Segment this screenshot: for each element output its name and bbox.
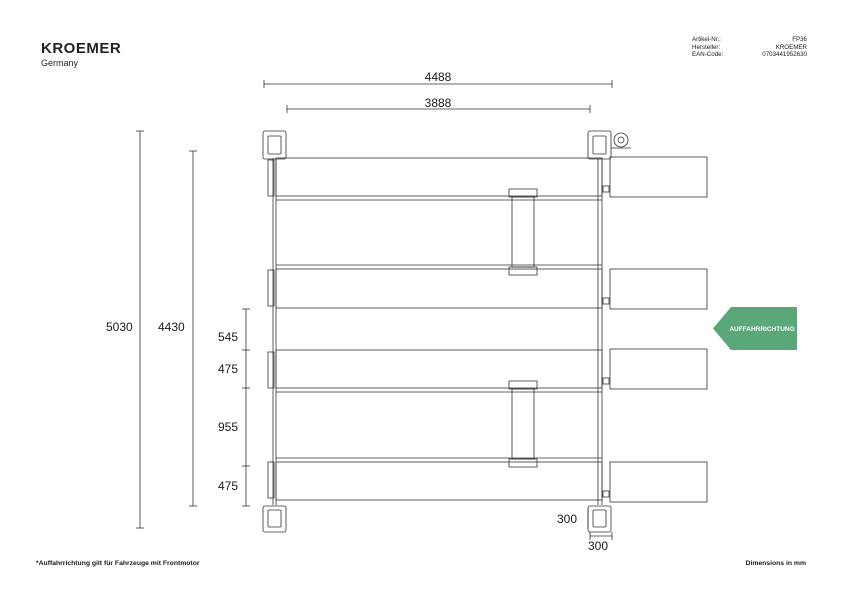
dim-total-length: 5030 bbox=[106, 320, 133, 334]
footnote: *Auffahrrichtung gilt für Fahrzeuge mit Frontmotor bbox=[36, 560, 200, 567]
brand-name: KROEMER bbox=[41, 40, 122, 57]
corner-post-top-right bbox=[588, 131, 631, 159]
dim-inner-length: 4430 bbox=[158, 320, 185, 334]
dim-line-segments bbox=[242, 309, 250, 506]
dim-gap-middle: 955 bbox=[218, 420, 239, 434]
dim-track-width-upper: 475 bbox=[218, 362, 239, 376]
meta-value: 0703441952630 bbox=[762, 51, 807, 59]
platform-3 bbox=[268, 350, 602, 392]
side-rail-left bbox=[273, 158, 276, 505]
side-rail-right bbox=[598, 158, 602, 505]
dim-total-width: 4488 bbox=[424, 70, 452, 84]
dim-line-post-width bbox=[588, 508, 612, 540]
platform-4 bbox=[268, 458, 602, 500]
cross-beam-lower bbox=[509, 381, 537, 467]
ramp-4 bbox=[603, 462, 707, 502]
dim-line-inner-length bbox=[189, 151, 197, 506]
dim-post-width-b: 300 bbox=[588, 539, 609, 553]
corner-post-bottom-right bbox=[588, 506, 611, 532]
brand-subtitle: Germany bbox=[41, 58, 79, 68]
dim-inner-width: 3888 bbox=[424, 96, 452, 110]
direction-arrow bbox=[713, 307, 797, 350]
platform-2 bbox=[268, 265, 602, 308]
dim-gap-upper: 545 bbox=[218, 330, 239, 344]
meta-value: KROEMER bbox=[775, 43, 807, 51]
meta-label: Artikel-Nr.: bbox=[692, 36, 721, 43]
cross-beam-upper bbox=[509, 189, 537, 275]
meta-label: EAN-Code: bbox=[692, 51, 724, 59]
corner-post-top-left bbox=[263, 131, 286, 159]
meta-label: Hersteller: bbox=[692, 43, 721, 51]
ramp-1 bbox=[603, 157, 707, 197]
dim-track-width-lower: 475 bbox=[218, 479, 239, 493]
ramp-3 bbox=[603, 349, 707, 389]
meta-value: FP36 bbox=[792, 36, 807, 43]
dim-line-total-length bbox=[136, 131, 144, 528]
units-note: Dimensions in mm bbox=[745, 560, 806, 567]
platform-1 bbox=[268, 158, 602, 200]
ramp-2 bbox=[603, 269, 707, 309]
direction-arrow-label: AUFFAHRRICHTUNG bbox=[729, 326, 795, 333]
corner-post-bottom-left bbox=[263, 506, 286, 532]
dim-post-width-a: 300 bbox=[557, 512, 578, 526]
